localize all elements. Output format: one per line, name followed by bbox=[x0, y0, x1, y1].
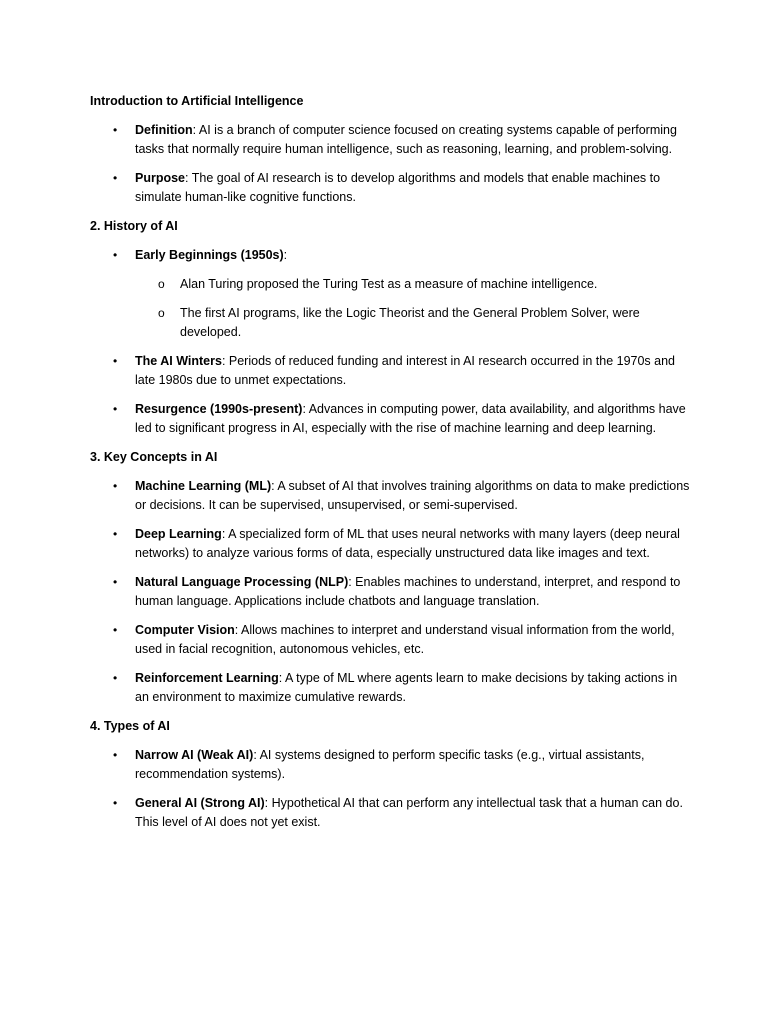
subitem-text: The first AI programs, like the Logic Theorist and the General Problem Solver, were developed. bbox=[180, 306, 640, 339]
introduction-list bbox=[90, 121, 690, 207]
item-description: : The goal of AI research is to develop algorithms and models that enable machines to simulate human-like cognitive functions. bbox=[135, 171, 661, 204]
section-heading-key-concepts: 3. Key Concepts in AI bbox=[90, 450, 218, 464]
section-heading-types: 4. Types of AI bbox=[90, 719, 170, 733]
history-list bbox=[90, 246, 690, 438]
list-item-definition bbox=[90, 121, 690, 159]
bullet-icon: • bbox=[113, 354, 118, 368]
list-item-nlp bbox=[90, 573, 690, 611]
item-description: : Allows machines to interpret and understand visual information from the world, used in facial recognition, autonomous vehicles, etc. bbox=[135, 623, 675, 656]
bullet-icon: • bbox=[113, 402, 118, 416]
circle-bullet-icon: o bbox=[158, 277, 165, 291]
bullet-icon: • bbox=[113, 623, 118, 637]
document-body bbox=[90, 92, 690, 842]
term-label: Deep Learning bbox=[135, 527, 222, 541]
types-list bbox=[90, 746, 690, 832]
item-description: : Hypothetical AI that can perform any intellectual task that a human can do. This level of AI does not yet exist. bbox=[135, 796, 683, 829]
list-item-ai-winters bbox=[90, 352, 690, 390]
term-label: Computer Vision bbox=[135, 623, 235, 637]
item-description: : Periods of reduced funding and interest in AI research occurred in the 1970s and late 1980s due to unmet expectations. bbox=[135, 354, 676, 387]
section-heading-history: 2. History of AI bbox=[90, 219, 178, 233]
item-description: : Advances in computing power, data availability, and algorithms have led to significant progress in AI, especially with the rise of machine learning and deep learning. bbox=[135, 402, 686, 435]
list-item-deep-learning bbox=[90, 525, 690, 563]
list-item-purpose bbox=[90, 169, 690, 207]
bullet-icon: • bbox=[113, 171, 118, 185]
item-description: : A type of ML where agents learn to make decisions by taking actions in an environment to maximize cumulative rewards. bbox=[135, 671, 678, 704]
list-item-machine-learning bbox=[90, 477, 690, 515]
item-description: : A subset of AI that involves training algorithms on data to make predictions or decisions. It can be supervised, unsupervised, or semi-supervised. bbox=[135, 479, 690, 512]
item-description: : A specialized form of ML that uses neural networks with many layers (deep neural networks) to analyze various forms of data, especially unstructured data like images and text. bbox=[135, 527, 680, 560]
term-label: Definition bbox=[135, 123, 193, 137]
key-concepts-list bbox=[90, 477, 690, 707]
sublist-item-first-programs bbox=[135, 304, 690, 342]
bullet-icon: • bbox=[113, 479, 118, 493]
term-label: Reinforcement Learning bbox=[135, 671, 279, 685]
term-label: Machine Learning (ML) bbox=[135, 479, 272, 493]
bullet-icon: • bbox=[113, 123, 118, 137]
item-description: : bbox=[283, 248, 288, 262]
list-item-early-beginnings bbox=[90, 246, 690, 342]
sublist-item-turing-test bbox=[135, 275, 690, 294]
item-description: : AI is a branch of computer science focused on creating systems capable of performing tasks that normally require human intelligence, such as reasoning, learning, and problem-solving. bbox=[135, 123, 677, 156]
list-item-general-ai bbox=[90, 794, 690, 832]
list-item-reinforcement-learning bbox=[90, 669, 690, 707]
term-label: Resurgence (1990s-present) bbox=[135, 402, 303, 416]
term-label: General AI (Strong AI) bbox=[135, 796, 265, 810]
bullet-icon: • bbox=[113, 248, 118, 262]
circle-bullet-icon: o bbox=[158, 306, 165, 320]
term-label: Natural Language Processing (NLP) bbox=[135, 575, 349, 589]
bullet-icon: • bbox=[113, 796, 118, 810]
early-beginnings-sublist bbox=[135, 275, 690, 342]
bullet-icon: • bbox=[113, 671, 118, 685]
term-label: The AI Winters bbox=[135, 354, 222, 368]
list-item-computer-vision bbox=[90, 621, 690, 659]
list-item-narrow-ai bbox=[90, 746, 690, 784]
section-heading-introduction: Introduction to Artificial Intelligence bbox=[90, 94, 304, 108]
term-label: Narrow AI (Weak AI) bbox=[135, 748, 254, 762]
term-label: Early Beginnings (1950s) bbox=[135, 248, 284, 262]
bullet-icon: • bbox=[113, 527, 118, 541]
term-label: Purpose bbox=[135, 171, 186, 185]
item-description: : AI systems designed to perform specific tasks (e.g., virtual assistants, recommendation systems). bbox=[135, 748, 645, 781]
list-item-resurgence bbox=[90, 400, 690, 438]
item-description: : Enables machines to understand, interpret, and respond to human language. Applications include chatbots and language translation. bbox=[135, 575, 681, 608]
bullet-icon: • bbox=[113, 575, 118, 589]
subitem-text: Alan Turing proposed the Turing Test as a measure of machine intelligence. bbox=[180, 277, 598, 291]
bullet-icon: • bbox=[113, 748, 118, 762]
